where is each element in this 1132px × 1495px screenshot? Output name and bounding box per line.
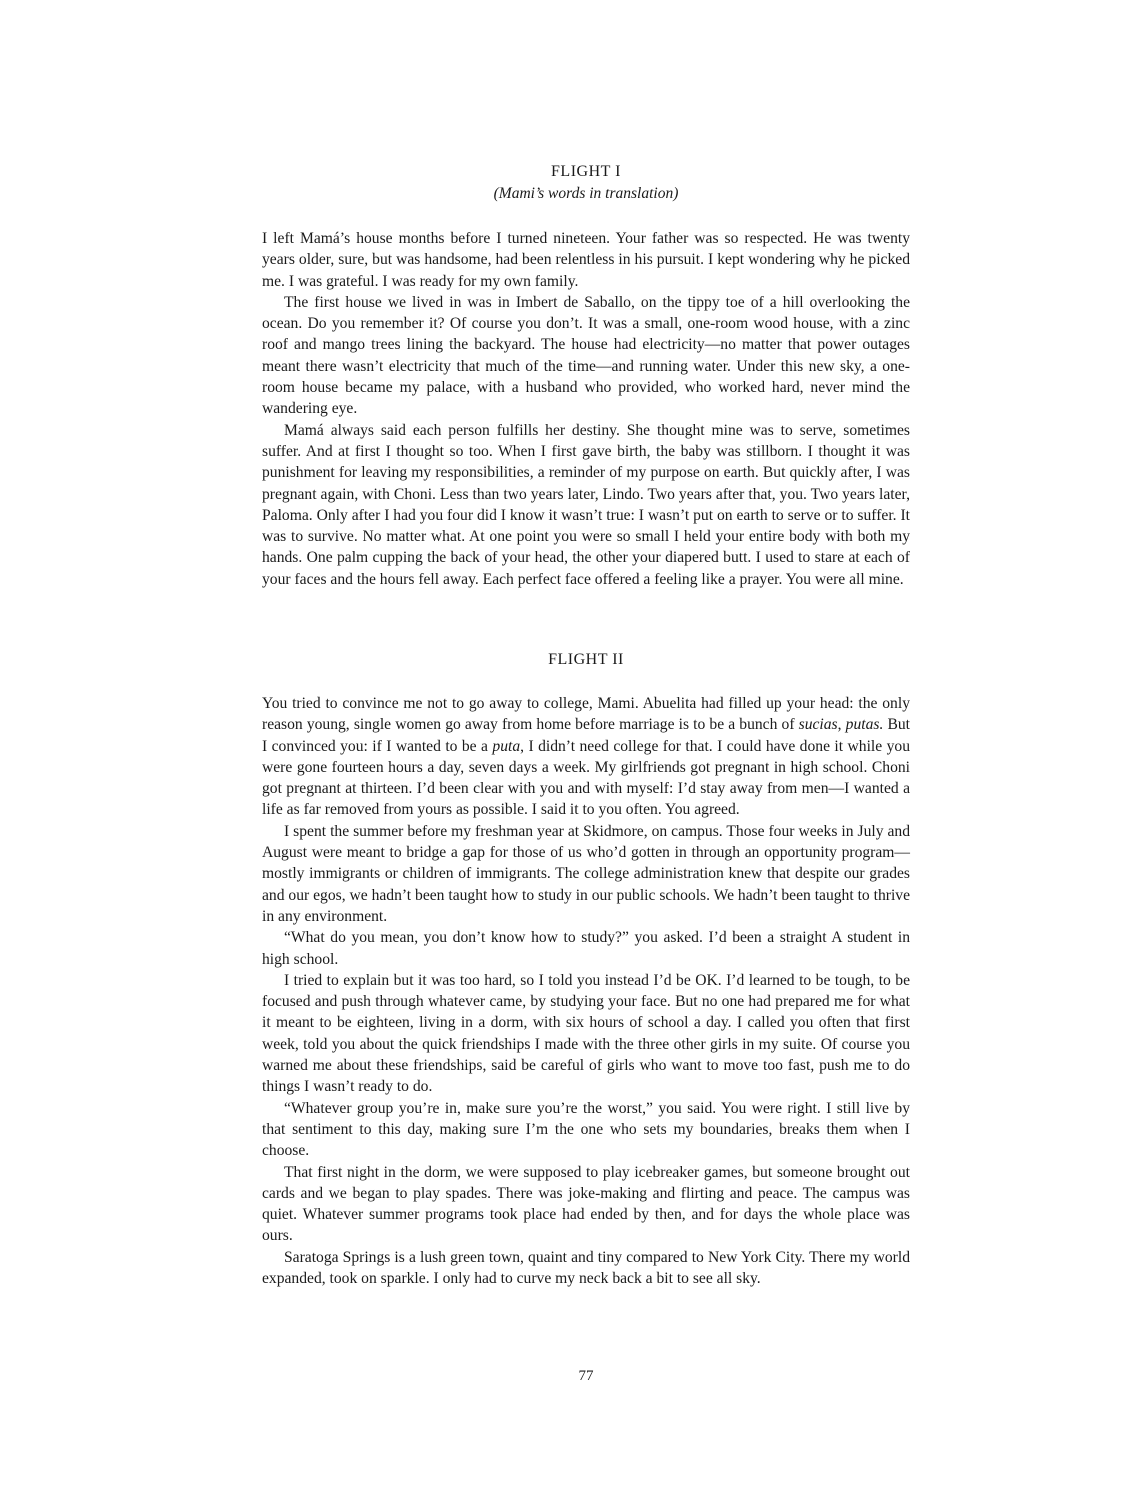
- flight-2-body: [262, 693, 910, 1289]
- italic-word: putas.: [845, 716, 884, 734]
- paragraph: “What do you mean, you don’t know how to study?” you asked. I’d been a straight A student in high school.: [262, 929, 910, 968]
- paragraph: I spent the summer before my freshman year at Skidmore, on campus. Those four weeks in July and August were meant to bridge a gap for those of us who’d gotten in through an opportunity program—mostly immigrants or children of immigrants. The college administration knew that despite our grades and our egos, we hadn’t been taught how to study in our public schools. We hadn’t been taught to thrive in any environment.: [262, 822, 910, 925]
- paragraph: Mamá always said each person fulfills her destiny. She thought mine was to serve, sometimes suffer. And at first I thought so too. When I first gave birth, the baby was stillborn. I thought it was punishment for leaving my responsibilities, a reminder of my purpose on earth. But quickly after, I was pregnant again, with Choni. Less than two years later, Lindo. Two years after that, you. Two years later, Paloma. Only after I had you four did I know it wasn’t true: I wasn’t put on earth to serve or to suffer. It was to survive. No matter what. At one point you were so small I held your entire body with both my hands. One palm cupping the back of your head, the other your diapered butt. I used to stare at each of your faces and the hours fell away. Each perfect face offered a feeling like a prayer. You were all mine.: [262, 421, 910, 588]
- paragraph: I tried to explain but it was too hard, so I told you instead I’d be OK. I’d learned to be tough, to be focused and push through whatever came, by studying your face. But no one had prepared me for what it meant to be eighteen, living in a dorm, with six hours of school a day. I called you often that first week, told you about the quick friendships I made with the three other girls in my suite. Of course you warned me about these friendships, said be careful of girls who want to move too fast, push me to do things I wasn’t ready to do.: [262, 971, 910, 1096]
- page-number: 77: [578, 1368, 594, 1384]
- flight-1-body: [262, 228, 910, 590]
- italic-word: sucias: [798, 716, 838, 734]
- paragraph: The first house we lived in was in Imbert de Saballo, on the tippy toe of a hill overlooking the ocean. Do you remember it? Of course you don’t. It was a small, one-room wood house, with a zinc roof and mango trees lining the backyard. The house had electricity—no matter that power outages meant there wasn’t electricity that much of the time—and running water. Under this new sky, a one-room house became my palace, with a husband who provided, who worked hard, never mind the wandering eye.: [262, 293, 910, 418]
- italic-word: puta: [492, 737, 521, 755]
- paragraph: I left Mamá’s house months before I turned nineteen. Your father was so respected. He was twenty years older, sure, but was handsome, had been relentless in his pursuit. I kept wondering why he picked me. I was grateful. I was ready for my own family.: [262, 230, 910, 290]
- flight-2-title: FLIGHT II: [548, 651, 624, 668]
- paragraph: You tried to convince me not to go away to college, Mami. Abuelita had filled up your head: the only reason young, single women go away from home before marriage is to be a bunch of sucias, putas. But I convinced you: if I wanted to be a puta, I didn’t need college for that. I could have done it while you were gone fourteen hours a day, seven days a week. My girlfriends got pregnant in high school. Choni got pregnant at thirteen. I’d been clear with you and with myself: I’d stay away from men—I wanted a life as far removed from yours as possible. I said it to you often. You agreed.: [262, 695, 911, 819]
- paragraph: “Whatever group you’re in, make sure you’re the worst,” you said. You were right. I still live by that sentiment to this day, making sure I’m the one who sets my boundaries, breaks them when I choose.: [262, 1099, 910, 1160]
- paragraph: That first night in the dorm, we were supposed to play icebreaker games, but someone brought out cards and we began to play spades. There was joke-making and flirting and peace. The campus was quiet. Whatever summer programs took place had ended by then, and for days the whole place was ours.: [262, 1163, 910, 1245]
- flight-1-subtitle: (Mami’s words in translation): [493, 185, 679, 202]
- paragraph: Saratoga Springs is a lush green town, quaint and tiny compared to New York City. There my world expanded, took on sparkle. I only had to curve my neck back a bit to see all sky.: [262, 1248, 910, 1288]
- flight-1-title: FLIGHT I: [551, 163, 621, 180]
